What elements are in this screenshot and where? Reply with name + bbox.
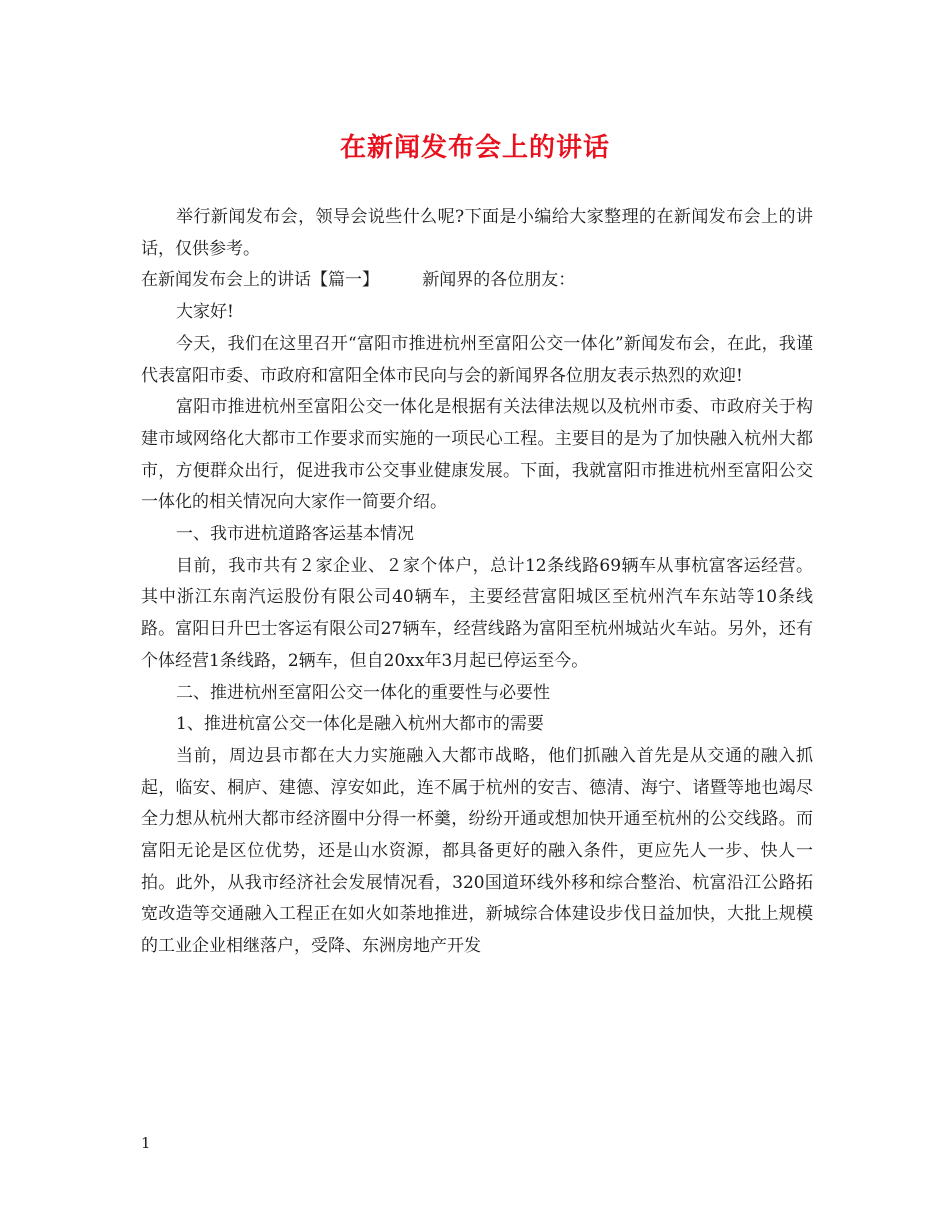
document-body	[141, 202, 813, 963]
paragraph-section-two-heading: 二、推进杭州至富阳公交一体化的重要性与必要性	[176, 682, 550, 703]
paragraph-subsection-one-heading: 1、推进杭富公交一体化是融入杭州大都市的需要	[176, 714, 544, 735]
section-heading-text: 在新闻发布会上的讲话【篇一】	[141, 270, 379, 291]
page-number: 1	[141, 1134, 151, 1152]
paragraph-section-one-heading: 一、我市进杭道路客运基本情况	[176, 524, 414, 545]
paragraph-greeting: 大家好!	[176, 302, 234, 323]
paragraph-welcome: 今天，我们在这里召开“富阳市推进杭州至富阳公交一体化”新闻发布会，在此，我谨代表富阳市委、市政府和富阳全体市民向与会的新闻界各位朋友表示热烈的欢迎!	[141, 333, 813, 386]
paragraph-purpose: 富阳市推进杭州至富阳公交一体化是根据有关法律法规以及杭州市委、市政府关于构建市域网络化大都市工作要求而实施的一项民心工程。主要目的是为了加快融入杭州大都市，方便群众出行，促进我市公交事业健康发展。下面，我就富阳市推进杭州至富阳公交一体化的相关情况向大家作一简要介绍。	[141, 397, 813, 513]
paragraph-current-status: 目前，我市共有２家企业、２家个体户，总计12条线路69辆车从事杭富客运经营。其中浙江东南汽运股份有限公司40辆车，主要经营富阳城区至杭州汽车东站等10条线路。富阳日升巴士客运有限公司27辆车，经营线路为富阳至杭州城站火车站。另外，还有个体经营1条线路，2辆车，但自20xx年3月起已停运至今。	[141, 555, 813, 671]
document-title: 在新闻发布会上的讲话	[339, 133, 610, 163]
paragraph-section-heading	[141, 265, 813, 297]
paragraph-integration-need: 当前，周边县市都在大力实施融入大都市战略，他们抓融入首先是从交通的融入抓起，临安、桐庐、建德、淳安如此，连不属于杭州的安吉、德清、海宁、诸暨等地也竭尽全力想从杭州大都市经济圈中分得一杯羹，纷纷开通或想加快开通至杭州的公交线路。而富阳无论是区位优势，还是山水资源，都具备更好的融入条件，更应先人一步、快人一拍。此外，从我市经济社会发展情况看，320国道环线外移和综合整治、杭富沿江公路拓宽改造等交通融入工程正在如火如荼地推进，新城综合体建设步伐日益加快，大批上规模的工业企业相继落户，受降、东洲房地产开发	[141, 745, 813, 957]
paragraph-intro: 举行新闻发布会，领导会说些什么呢?下面是小编给大家整理的在新闻发布会上的讲话，仅供参考。	[141, 207, 813, 259]
salutation-text: 新闻界的各位朋友：	[422, 270, 576, 291]
